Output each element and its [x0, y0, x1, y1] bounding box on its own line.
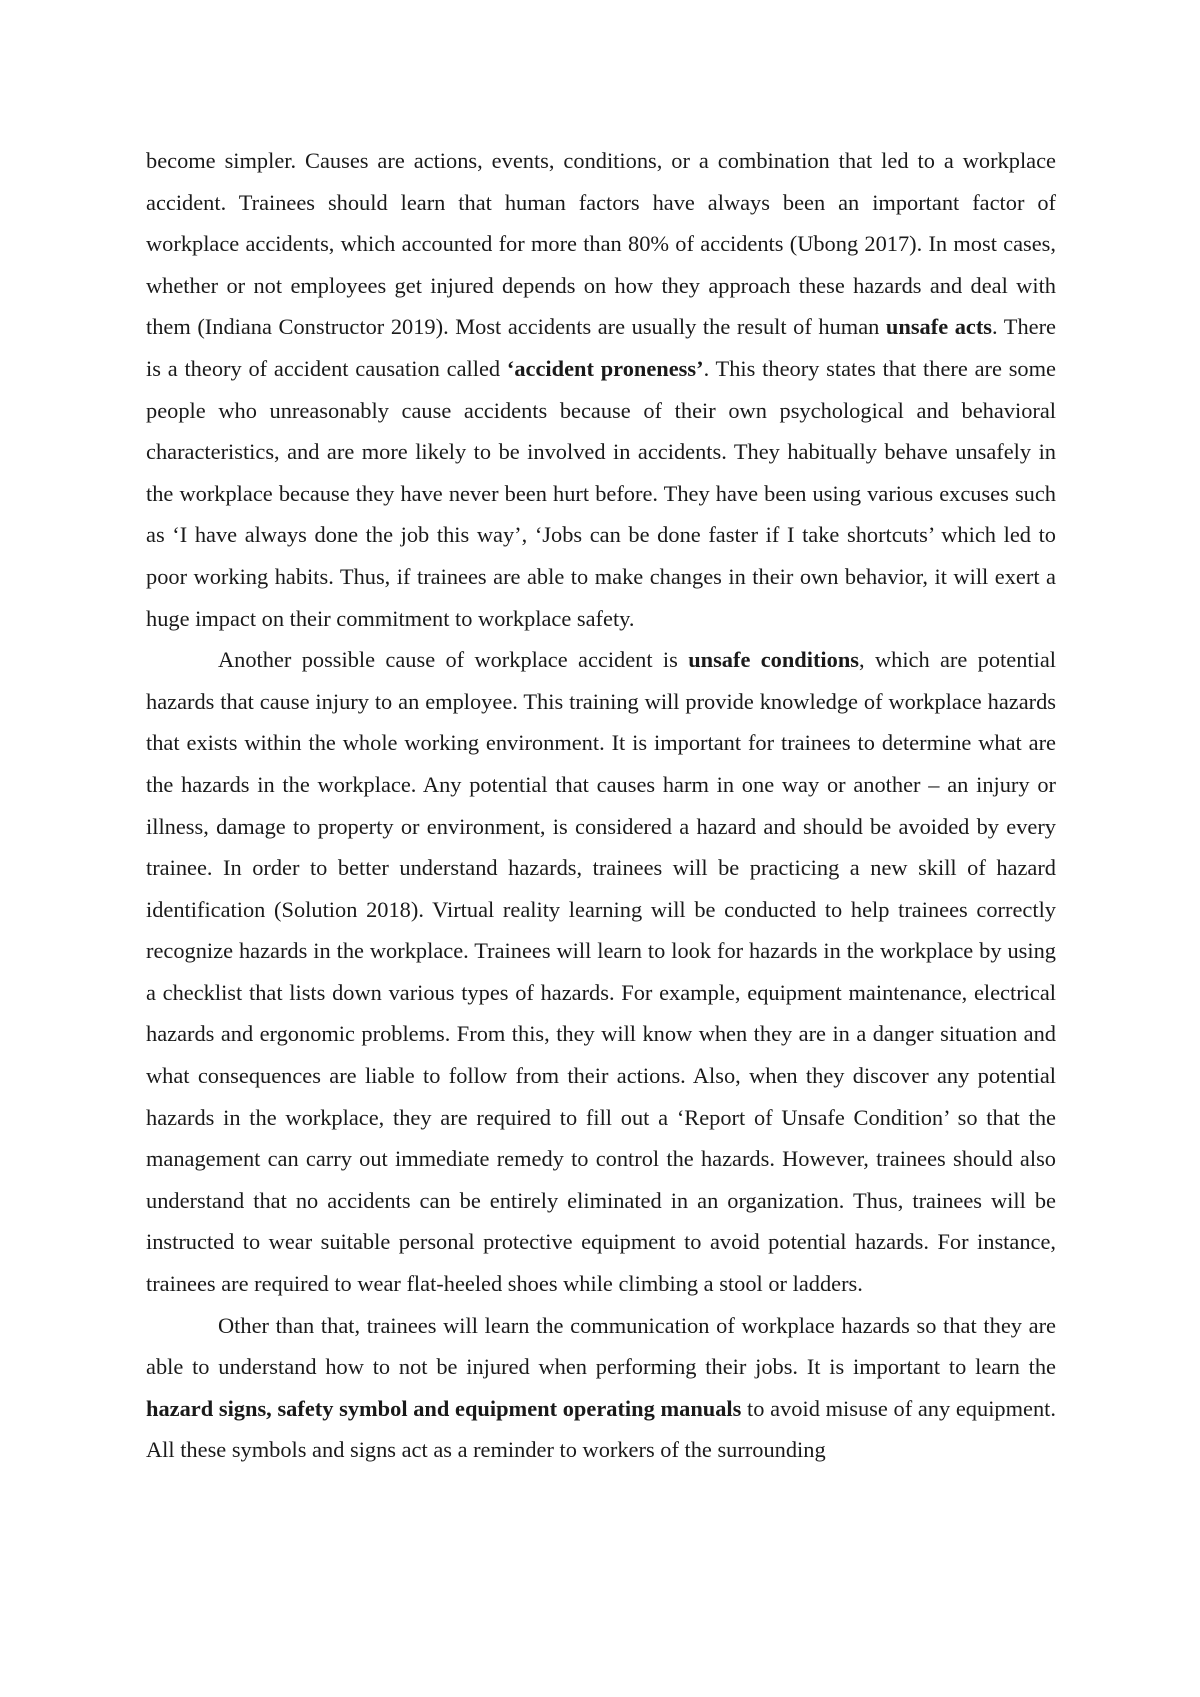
- term-unsafe-acts: unsafe acts: [885, 314, 993, 340]
- term-accident-proneness: ‘accident proneness’: [506, 355, 704, 381]
- paragraph-2: [146, 639, 1056, 1305]
- paragraph-1-text: . There is a theory of accident causation called: [146, 314, 1056, 381]
- paragraph-3-text: to avoid misuse of any equipment. All these symbols and signs act as a reminder to workers of the surrounding: [146, 1395, 1056, 1463]
- term-hazard-signs: hazard signs, safety symbol and equipment operating manuals: [146, 1395, 742, 1421]
- paragraph-1-text: . This theory states that there are some people who unreasonably cause accidents because of their own psychological and behavioral characteristics, and are more likely to be involved in accidents. They habitually behave unsafely in the workplace because they have never been hurt before. They have been using various excuses such as ‘I have always done the job this way’, ‘Jobs can be done faster if I take shortcuts’ which led to poor working habits. Thus, if trainees are able to make changes in their own behavior, it will exert a huge impact on their commitment to workplace safety.: [146, 355, 1056, 631]
- paragraph-2-text: Another possible cause of workplace accident is: [218, 647, 689, 673]
- paragraph-2-text: , which are potential hazards that cause injury to an employee. This training will provide knowledge of workplace hazards that exists within the whole working environment. It is important for trainees to determine what are the hazards in the workplace. Any potential that causes harm in one way or another – an injury or illness, damage to property or environment, is considered a hazard and should be avoided by every trainee. In order to better understand hazards, trainees will be practicing a new skill of hazard identification (Solution 2018). Virtual reality learning will be conducted to help trainees correctly recognize hazards in the workplace. Trainees will learn to look for hazards in the workplace by using a checklist that lists down various types of hazards. For example, equipment maintenance, electrical hazards and ergonomic problems. From this, they will know when they are in a danger situation and what consequences are liable to follow from their actions. Also, when they discover any potential hazards in the workplace, they are required to fill out a ‘Report of Unsafe Condition’ so that the management can carry out immediate remedy to control the hazards. However, trainees should also understand that no accidents can be entirely eliminated in an organization. Thus, trainees will be instructed to wear suitable personal protective equipment to avoid potential hazards. For instance, trainees are required to wear flat-heeled shoes while climbing a stool or ladders.: [146, 647, 1057, 1297]
- term-unsafe-conditions: unsafe conditions: [688, 647, 860, 673]
- paragraph-1-text: become simpler. Causes are actions, events, conditions, or a combination that led to a workplace accident. Trainees should learn that human factors have always been an important factor of workplace accidents, which accounted for more than 80% of accidents (Ubong 2017). In most cases, whether or not employees get injured depends on how they approach these hazards and deal with them (Indiana Constructor 2019). Most accidents are usually the result of human: [146, 148, 1056, 340]
- paragraph-3: [146, 1305, 1056, 1471]
- paragraph-1: [146, 140, 1056, 639]
- paragraph-3-text: Other than that, trainees will learn the communication of workplace hazards so that they are able to understand how to not be injured when performing their jobs. It is important to learn the: [146, 1312, 1056, 1380]
